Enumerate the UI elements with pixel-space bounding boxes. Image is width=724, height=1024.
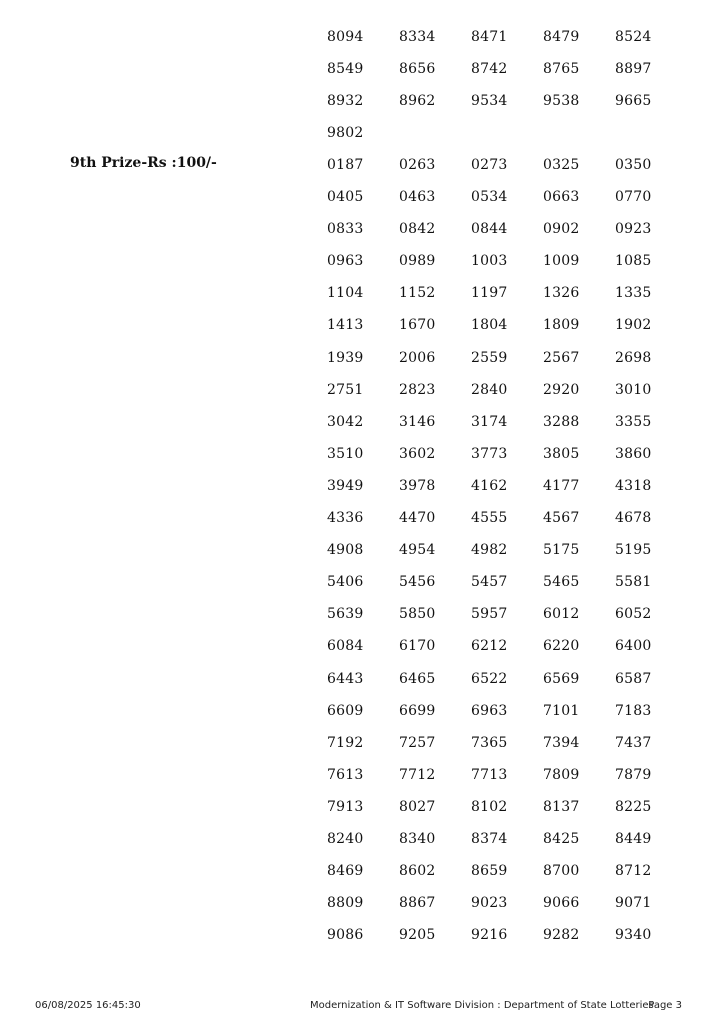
ticket-number: 4177 bbox=[543, 477, 580, 494]
number-row bbox=[327, 926, 687, 958]
ticket-number: 6522 bbox=[471, 670, 508, 687]
ticket-number: 3174 bbox=[471, 413, 508, 430]
ticket-number: 4555 bbox=[471, 510, 508, 527]
ticket-number: 0350 bbox=[615, 157, 652, 173]
number-row bbox=[327, 798, 687, 830]
ticket-number: 9282 bbox=[543, 927, 580, 944]
number-row bbox=[327, 637, 687, 669]
ticket-number: 6212 bbox=[471, 638, 508, 655]
ticket-number: 0923 bbox=[615, 221, 652, 238]
ticket-number: 5457 bbox=[471, 574, 508, 591]
ticket-number: 7879 bbox=[615, 766, 652, 783]
ticket-number: 8656 bbox=[399, 61, 436, 78]
ticket-number: 5850 bbox=[399, 606, 436, 623]
ticket-number: 8897 bbox=[615, 61, 652, 78]
number-row bbox=[327, 188, 687, 220]
ticket-number: 7365 bbox=[471, 734, 508, 751]
ticket-number: 1009 bbox=[543, 253, 580, 270]
ticket-number: 1104 bbox=[327, 285, 364, 302]
ticket-number: 6084 bbox=[327, 638, 364, 655]
ticket-number: 6699 bbox=[399, 702, 436, 719]
ticket-number: 8867 bbox=[399, 895, 436, 912]
ticket-number: 0463 bbox=[399, 189, 436, 206]
ninth-prize-label: 9th Prize-Rs :100/- bbox=[70, 155, 217, 171]
ticket-number: 5957 bbox=[471, 606, 508, 623]
ticket-number: 4470 bbox=[399, 510, 436, 527]
ticket-number: 2840 bbox=[471, 381, 508, 398]
ticket-number: 9023 bbox=[471, 895, 508, 912]
ticket-number: 8549 bbox=[327, 61, 364, 78]
ticket-number: 9340 bbox=[615, 927, 652, 944]
number-row bbox=[327, 541, 687, 573]
ticket-number: 1003 bbox=[471, 253, 508, 270]
number-row bbox=[327, 702, 687, 734]
ticket-number: 6443 bbox=[327, 670, 364, 687]
ticket-number: 0325 bbox=[543, 157, 580, 173]
number-row bbox=[327, 862, 687, 894]
ticket-number: 8479 bbox=[543, 29, 580, 45]
ticket-number: 2823 bbox=[399, 381, 436, 398]
number-row bbox=[327, 766, 687, 798]
number-row bbox=[327, 92, 687, 124]
footer-division: Modernization & IT Software Division : Department of State Lotteries bbox=[310, 1000, 654, 1011]
ticket-number: 8094 bbox=[327, 29, 364, 45]
number-row bbox=[327, 445, 687, 477]
ticket-number: 8742 bbox=[471, 61, 508, 78]
ticket-number: 6012 bbox=[543, 606, 580, 623]
ticket-number: 4982 bbox=[471, 542, 508, 559]
ticket-number: 0902 bbox=[543, 221, 580, 238]
number-row bbox=[327, 734, 687, 766]
ticket-number: 3805 bbox=[543, 445, 580, 462]
ticket-number: 0273 bbox=[471, 157, 508, 173]
ticket-number: 7394 bbox=[543, 734, 580, 751]
ticket-number: 7101 bbox=[543, 702, 580, 719]
number-row bbox=[327, 124, 687, 156]
ticket-number: 9216 bbox=[471, 927, 508, 944]
ninth-prize-number-grid bbox=[327, 156, 687, 958]
number-row bbox=[327, 60, 687, 92]
ticket-number: 8469 bbox=[327, 863, 364, 880]
ticket-number: 0989 bbox=[399, 253, 436, 270]
ticket-number: 7712 bbox=[399, 766, 436, 783]
ticket-number: 9086 bbox=[327, 927, 364, 944]
ticket-number: 4567 bbox=[543, 510, 580, 527]
ticket-number: 1413 bbox=[327, 317, 364, 334]
ticket-number: 3288 bbox=[543, 413, 580, 430]
ticket-number: 3860 bbox=[615, 445, 652, 462]
ticket-number: 6569 bbox=[543, 670, 580, 687]
ticket-number: 8659 bbox=[471, 863, 508, 880]
ticket-number: 4162 bbox=[471, 477, 508, 494]
ticket-number: 8932 bbox=[327, 93, 364, 110]
page-footer bbox=[0, 1000, 724, 1014]
ticket-number: 9665 bbox=[615, 93, 652, 110]
ticket-number: 3042 bbox=[327, 413, 364, 430]
ticket-number: 8240 bbox=[327, 830, 364, 847]
ticket-number: 6609 bbox=[327, 702, 364, 719]
continued-number-grid bbox=[327, 28, 687, 156]
ticket-number: 4678 bbox=[615, 510, 652, 527]
ticket-number: 8809 bbox=[327, 895, 364, 912]
ticket-number: 8334 bbox=[399, 29, 436, 45]
ticket-number: 1804 bbox=[471, 317, 508, 334]
ticket-number: 7913 bbox=[327, 798, 364, 815]
ticket-number: 4318 bbox=[615, 477, 652, 494]
ticket-number: 5456 bbox=[399, 574, 436, 591]
ticket-number: 2006 bbox=[399, 349, 436, 366]
ticket-number: 1197 bbox=[471, 285, 508, 302]
number-row bbox=[327, 381, 687, 413]
ticket-number: 5581 bbox=[615, 574, 652, 591]
footer-datetime: 06/08/2025 16:45:30 bbox=[35, 1000, 141, 1011]
number-row bbox=[327, 349, 687, 381]
ticket-number: 3949 bbox=[327, 477, 364, 494]
number-row bbox=[327, 509, 687, 541]
ticket-number: 2920 bbox=[543, 381, 580, 398]
ticket-number: 7183 bbox=[615, 702, 652, 719]
ticket-number: 4908 bbox=[327, 542, 364, 559]
ticket-number: 3773 bbox=[471, 445, 508, 462]
number-row bbox=[327, 670, 687, 702]
ticket-number: 3978 bbox=[399, 477, 436, 494]
ticket-number: 0844 bbox=[471, 221, 508, 238]
ticket-number: 6220 bbox=[543, 638, 580, 655]
number-row bbox=[327, 284, 687, 316]
number-row bbox=[327, 220, 687, 252]
ticket-number: 6052 bbox=[615, 606, 652, 623]
ticket-number: 0534 bbox=[471, 189, 508, 206]
number-row bbox=[327, 573, 687, 605]
ticket-number: 8449 bbox=[615, 830, 652, 847]
ticket-number: 8700 bbox=[543, 863, 580, 880]
ticket-number: 0833 bbox=[327, 221, 364, 238]
number-row bbox=[327, 252, 687, 284]
number-row bbox=[327, 477, 687, 509]
ticket-number: 8712 bbox=[615, 863, 652, 880]
ticket-number: 2698 bbox=[615, 349, 652, 366]
ticket-number: 9538 bbox=[543, 93, 580, 110]
ticket-number: 0770 bbox=[615, 189, 652, 206]
ticket-number: 6400 bbox=[615, 638, 652, 655]
ticket-number: 0663 bbox=[543, 189, 580, 206]
ticket-number: 9071 bbox=[615, 895, 652, 912]
ticket-number: 1152 bbox=[399, 285, 436, 302]
ticket-number: 7437 bbox=[615, 734, 652, 751]
ticket-number: 7257 bbox=[399, 734, 436, 751]
ticket-number: 6587 bbox=[615, 670, 652, 687]
ticket-number: 6170 bbox=[399, 638, 436, 655]
ticket-number: 5406 bbox=[327, 574, 364, 591]
ticket-number: 8374 bbox=[471, 830, 508, 847]
ticket-number: 3146 bbox=[399, 413, 436, 430]
ticket-number: 5465 bbox=[543, 574, 580, 591]
ticket-number: 1085 bbox=[615, 253, 652, 270]
number-row bbox=[327, 605, 687, 637]
ticket-number: 5195 bbox=[615, 542, 652, 559]
ticket-number: 0405 bbox=[327, 189, 364, 206]
ticket-number: 1326 bbox=[543, 285, 580, 302]
ticket-number: 7192 bbox=[327, 734, 364, 751]
ticket-number: 0263 bbox=[399, 157, 436, 173]
ticket-number: 0187 bbox=[327, 157, 364, 173]
number-row bbox=[327, 316, 687, 348]
ticket-number: 7613 bbox=[327, 766, 364, 783]
ticket-number: 3602 bbox=[399, 445, 436, 462]
ticket-number: 3510 bbox=[327, 445, 364, 462]
ticket-number: 3010 bbox=[615, 381, 652, 398]
ticket-number: 9802 bbox=[327, 125, 364, 142]
ticket-number: 2567 bbox=[543, 349, 580, 366]
ticket-number: 1902 bbox=[615, 317, 652, 334]
ticket-number: 8425 bbox=[543, 830, 580, 847]
ticket-number: 9066 bbox=[543, 895, 580, 912]
number-row bbox=[327, 830, 687, 862]
number-row bbox=[327, 413, 687, 445]
ticket-number: 8340 bbox=[399, 830, 436, 847]
ticket-number: 5175 bbox=[543, 542, 580, 559]
ticket-number: 8602 bbox=[399, 863, 436, 880]
ticket-number: 2559 bbox=[471, 349, 508, 366]
ticket-number: 3355 bbox=[615, 413, 652, 430]
ticket-number: 8765 bbox=[543, 61, 580, 78]
ticket-number: 0963 bbox=[327, 253, 364, 270]
ticket-number: 6465 bbox=[399, 670, 436, 687]
ticket-number: 1670 bbox=[399, 317, 436, 334]
ticket-number: 2751 bbox=[327, 381, 364, 398]
ticket-number: 4336 bbox=[327, 510, 364, 527]
ticket-number: 5639 bbox=[327, 606, 364, 623]
ticket-number: 9205 bbox=[399, 927, 436, 944]
ticket-number: 4954 bbox=[399, 542, 436, 559]
number-row bbox=[327, 156, 687, 188]
ticket-number: 1809 bbox=[543, 317, 580, 334]
ticket-number: 6963 bbox=[471, 702, 508, 719]
ticket-number: 8524 bbox=[615, 29, 652, 45]
ticket-number: 0842 bbox=[399, 221, 436, 238]
ticket-number: 1335 bbox=[615, 285, 652, 302]
number-row bbox=[327, 28, 687, 60]
ticket-number: 7809 bbox=[543, 766, 580, 783]
ticket-number: 8471 bbox=[471, 29, 508, 45]
ticket-number: 8962 bbox=[399, 93, 436, 110]
number-row bbox=[327, 894, 687, 926]
ticket-number: 8225 bbox=[615, 798, 652, 815]
ticket-number: 1939 bbox=[327, 349, 364, 366]
ticket-number: 7713 bbox=[471, 766, 508, 783]
footer-page-number: Page 3 bbox=[648, 1000, 682, 1011]
ticket-number: 9534 bbox=[471, 93, 508, 110]
ticket-number: 8137 bbox=[543, 798, 580, 815]
ticket-number: 8102 bbox=[471, 798, 508, 815]
ticket-number: 8027 bbox=[399, 798, 436, 815]
